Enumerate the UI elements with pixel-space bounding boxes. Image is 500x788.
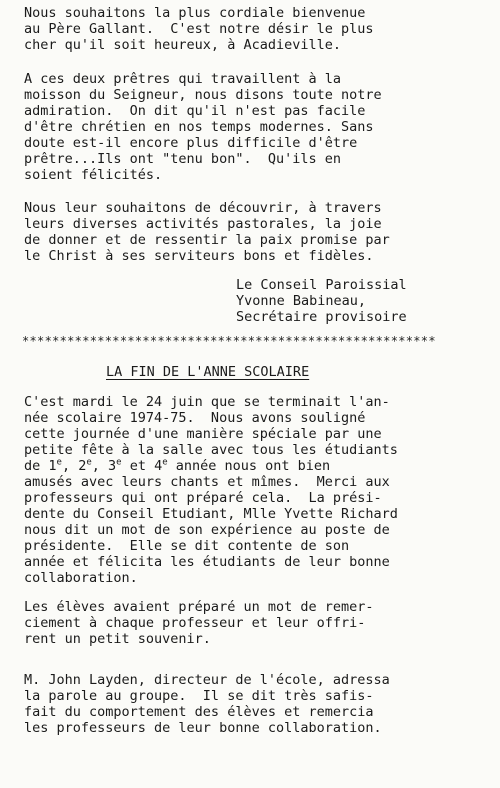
section-heading: LA FIN DE L'ANNE SCOLAIRE xyxy=(106,364,310,380)
text-fragment: de 1 xyxy=(24,458,57,474)
text-line: prêtre...Ils ont "tenu bon". Qu'ils en xyxy=(24,151,341,167)
text-line: nous dit un mot de son expérience au poste de xyxy=(24,522,390,538)
text-line: moisson du Seigneur, nous disons toute notre xyxy=(24,87,382,103)
text-fragment: et 4 xyxy=(121,458,163,474)
text-line: doute est-il encore plus difficile d'être xyxy=(24,135,358,151)
text-line: les professeurs de leur bonne collaboration. xyxy=(24,720,382,736)
text-line: Nous souhaitons la plus cordiale bienvenue xyxy=(24,5,366,21)
text-line: au Père Gallant. C'est notre désir le plus xyxy=(24,21,374,37)
text-fragment: , 3 xyxy=(91,458,117,474)
superscript: e xyxy=(86,457,92,468)
text-line: ciement à chaque professeur et leur offri- xyxy=(24,615,366,631)
text-line: fait du comportement des élèves et remercia xyxy=(24,704,374,720)
text-line: rent un petit souvenir. xyxy=(24,631,211,647)
text-line: admiration. On dit qu'il n'est pas facile xyxy=(24,103,366,119)
text-fragment: , 2 xyxy=(61,458,87,474)
text-line: née scolaire 1974-75. Nous avons souligné xyxy=(24,410,366,426)
text-line: soient félicités. xyxy=(24,167,163,183)
text-line: professeurs qui ont préparé cela. La prési- xyxy=(24,490,382,506)
text-line: année et félicita les étudiants de leur bonne xyxy=(24,554,390,570)
text-line: cette journée d'une manière spéciale par une xyxy=(24,426,382,442)
text-line: collaboration. xyxy=(24,570,138,586)
text-line: d'être chrétien en nos temps modernes. Sans xyxy=(24,119,374,135)
grades-line xyxy=(24,458,330,474)
text-line: leurs diverses activités pastorales, la joie xyxy=(24,216,382,232)
text-line: Nous leur souhaitons de découvrir, à travers xyxy=(24,200,382,216)
text-line: présidente. Elle se dit contente de son xyxy=(24,538,350,554)
text-line: dente du Conseil Etudiant, Mlle Yvette Richard xyxy=(24,506,398,522)
signature-line: Yvonne Babineau, xyxy=(236,293,367,309)
text-line: le Christ à ses serviteurs bons et fidèles. xyxy=(24,248,374,264)
text-line: petite fête à la salle avec tous les étudiants xyxy=(24,442,398,458)
signature-line: Secrétaire provisoire xyxy=(236,309,407,325)
text-line: M. John Layden, directeur de l'école, adressa xyxy=(24,672,390,688)
asterisk-separator: ******************************************************* xyxy=(22,334,436,348)
text-fragment: année nous ont bien xyxy=(167,458,331,474)
text-line: amusés avec leurs chants et mîmes. Merci aux xyxy=(24,474,390,490)
text-line: C'est mardi le 24 juin que se terminait l'an- xyxy=(24,394,390,410)
text-line: A ces deux prêtres qui travaillent à la xyxy=(24,71,341,87)
superscript: e xyxy=(56,457,62,468)
superscript: e xyxy=(116,457,122,468)
signature-line: Le Conseil Paroissial xyxy=(236,277,407,293)
text-line: Les élèves avaient préparé un mot de remer- xyxy=(24,599,374,615)
text-line: la parole au groupe. Il se dit très safis- xyxy=(24,688,374,704)
text-line: cher qu'il soit heureux, à Acadieville. xyxy=(24,37,341,53)
text-line: de donner et de ressentir la paix promise par xyxy=(24,232,390,248)
superscript: e xyxy=(162,457,168,468)
